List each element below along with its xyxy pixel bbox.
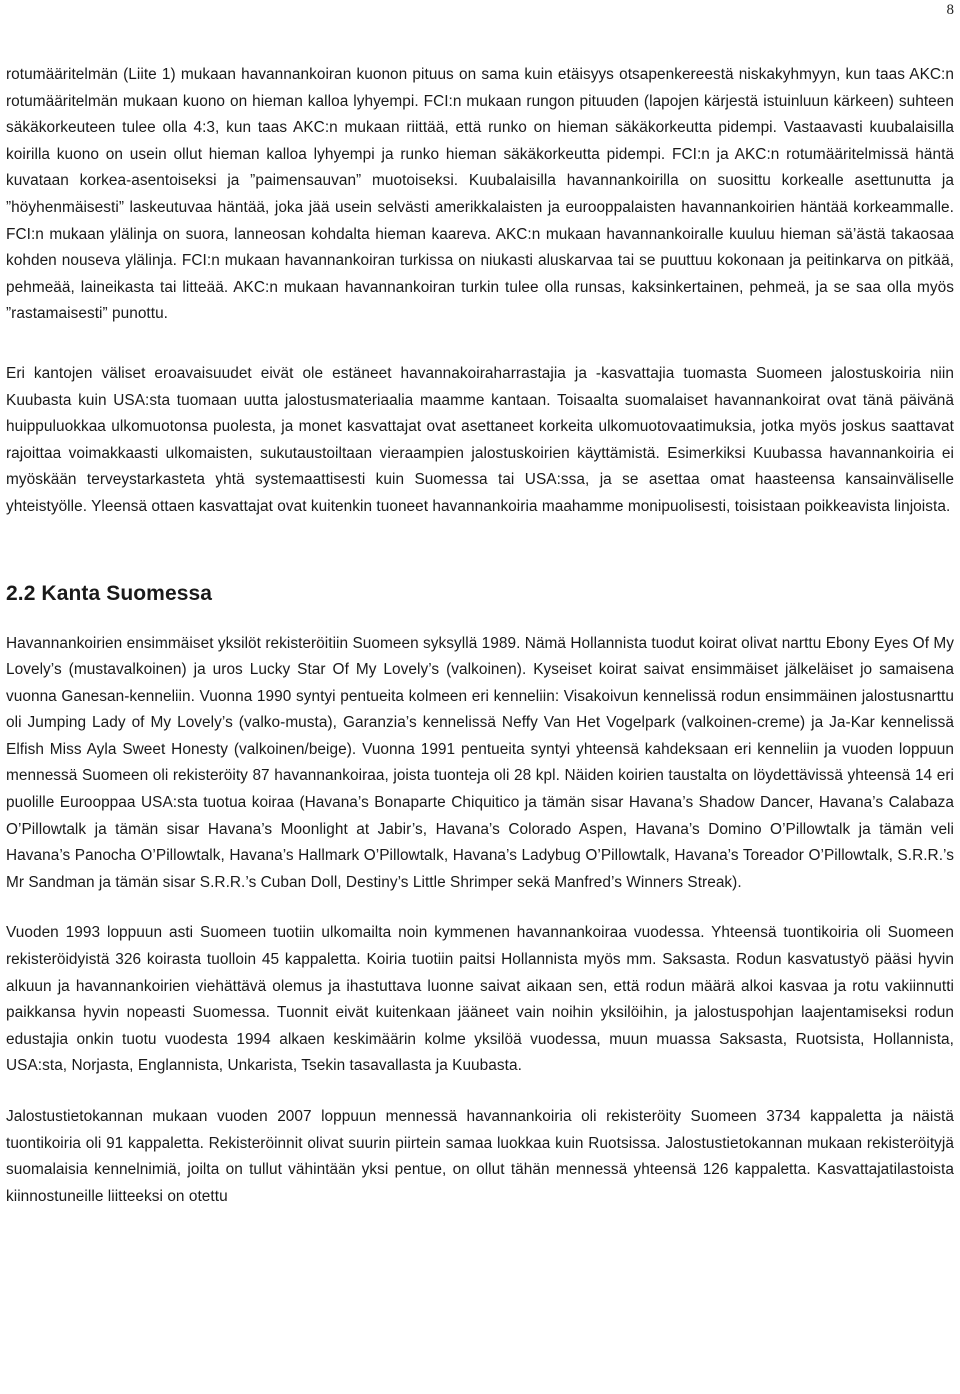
paragraph-breeding-imports: Eri kantojen väliset eroavaisuudet eivät ole estäneet havannakoiraharrastajia ja -kasvattajia tuomasta Suomeen jalostuskoiria niin Kuubasta kuin USA:sta tuomaan uutta jalostusmateriaalia maamme kantaan. Toisaalta suomalaiset havannankoirat ovat tänä päivänä huippuluokkaa ulkomuotonsa puolesta, ja monet kasvattajat ovat asettaneet korkeita ulkomuotovaatimuksia, jotka myös joskus saattavat rajoittaa voimakkaasti ulkomaisten, sukutaustoiltaan vieraampien jalostuskoirien käyttämistä. Esimerkiksi Kuubassa havannankoiria ei myöskään terveystarkasteta yhtä systemaattisesti kuin Suomessa tai USA:ssa, ja se asettaa omat haasteensa kansainväliselle yhteistyölle. Yleensä ottaen kasvattajat ovat kuitenkin tuoneet havannankoiria maahamme monipuolisesti, toisistaan poikkeavista linjoista. <box>6 364 954 515</box>
paragraph-breed-standard-comparison: rotumääritelmän (Liite 1) mukaan havannankoiran kuonon pituus on sama kuin etäisyys otsapenkereestä niskakyhmyyn, kun taas AKC:n rotumääritelmän mukaan kuono on hieman kalloa lyhyempi. FCI:n mukaan rungon pituuden (lapojen kärjestä istuinluun kärkeen) suhteen säkäkorkeuteen tulee olla 4:3, kun taas AKC:n mukaan riittää, että runko on hieman säkäkorkeutta pidempi. Vastaavasti kuubalaisilla koirilla kuono on usein ollut hieman kalloa lyhyempi ja runko hieman säkäkorkeutta pidempi. FCI:n ja AKC:n rotumääritelmissä häntä kuvataan korkea-asentoiseksi ja ”paimensauvan” muotoiseksi. Kuubalaisilla havannankoirilla on suosittu korkealle asettunutta ja ”höyhenmäisesti” laskeutuvaa häntää, joka jää usein selvästi amerikkalaisten ja eurooppalaisten havannankoirien häntää korkeammalle. FCI:n mukaan ylälinja on suora, lanneosan kohdalta hieman kaareva. AKC:n mukaan havannankoiralle kuuluu hieman sä’ästä takaosaa kohden nouseva ylälinja. FCI:n mukaan havannankoiran turkissa on niukasti aluskarvaa tai se puuttuu kokonaan ja peitinkarva on pitkää, pehmeää, laineikasta tai litteää. AKC:n mukaan havannankoiran turkin tulee olla runsas, kaksinkertainen, pehmeä, ja se saa olla myös ”rastamaisesti” punottu. <box>6 66 954 323</box>
paragraph-imports-1993: Vuoden 1993 loppuun asti Suomeen tuotiin ulkomailta noin kymmenen havannankoiraa vuodessa. Yhteensä tuontikoiria oli Suomeen rekisteröidyistä 326 koirasta tuolloin 45 kappaletta. Koiria tuotiin paitsi Hollannista myös mm. Saksasta. Rodun kasvatustyö pääsi hyvin alkuun ja havannankoirien viehättävä olemus ja ihastuttava luonne saivat aikaan sen, että rodun määrä alkoi kasvaa ja rotu vakiinnutti paikkansa hyvin nopeasti Suomessa. Tuonnit eivät kuitenkaan jääneet vain noihin yksilöihin, ja jalostuspohjan laajentamiseksi rodun edustajia onkin tuotu vuodesta 1994 alkaen keskimäärin kolme yksilöä vuodessa, muun muassa Saksasta, Ruotsista, Hollannista, USA:sta, Norjasta, Englannista, Unkarista, Tsekin tasavallasta ja Kuubasta. <box>6 924 954 1075</box>
paragraph-first-registrations: Havannankoirien ensimmäiset yksilöt rekisteröitiin Suomeen syksyllä 1989. Nämä Hollannista tuodut koirat olivat narttu Ebony Eyes Of My Lovely’s (mustavalkoinen) ja uros Lucky Star Of My Lovely’s (valkoinen). Kyseiset koirat saivat ensimmäiset jälkeläiset jo samaisena vuonna Ganesan-kenneliin. Vuonna 1990 syntyi pentueita kolmeen eri kenneliin: Visakoivun kennelissä rodun ensimmäinen jalostusnarttu oli Jumping Lady of My Lovely’s (valko-musta), Garanzia’s kennelissä Neffy Van Het Vogelpark (valkoinen-creme) ja Ja-Kar kennelissä Elfish Miss Ayla Sweet Honesty (valkoinen/beige). Vuonna 1991 pentueita syntyi yhteensä kahdeksaan eri kenneliin ja vuoden loppuun mennessä Suomeen oli rekisteröity 87 havannankoiraa, joista tuonteja oli 28 kpl. Näiden koirien taustalta on löydettävissä yhteensä 14 eri puolille Eurooppaa USA:sta tuotua koiraa (Havana’s Bonaparte Chiquitico ja tämän sisar Havana’s Shadow Dancer, Havana’s Calabaza O’Pillowtalk ja tämän sisar Havana’s Moonlight at Jabir’s, Havana’s Colorado Aspen, Havana’s Domino O’Pillowtalk ja tämän veli Havana’s Panocha O’Pillowtalk, Havana’s Hallmark O’Pillowtalk, Havana’s Ladybug O’Pillowtalk, Havana’s Toreador O’Pillowtalk, S.R.R.’s Mr Sandman ja tämän sisar S.R.R.’s Cuban Doll, Destiny’s Little Shrimper sekä Manfred’s Winners Streak). <box>6 634 954 891</box>
page-number: 8 <box>946 2 954 18</box>
paragraph-registrations-2007: Jalostustietokannan mukaan vuoden 2007 loppuun mennessä havannankoiria oli rekisteröity Suomeen 3734 kappaletta ja näistä tuontikoiria oli 91 kappaletta. Rekisteröinnit olivat suurin piirtein samaa luokkaa kuin Ruotsissa. Jalostustietokannan mukaan rekisteröityjä suomalaisia kennelnimiä, joilta on tullut vähintään yksi pentue, on ollut tähän mennessä yhteensä 126 kappaletta. Kasvattajatilastoista kiinnostuneille liitteeksi on otettu <box>6 1108 954 1205</box>
section-heading: 2.2 Kanta Suomessa <box>6 581 213 605</box>
document-body <box>6 62 954 1210</box>
